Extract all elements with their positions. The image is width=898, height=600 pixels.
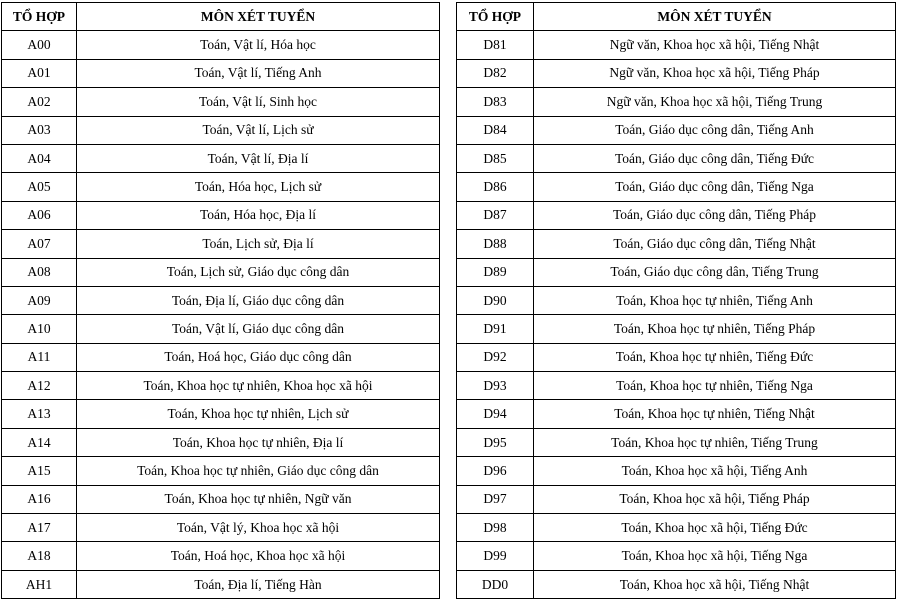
- table-header-row: [457, 3, 896, 31]
- table-row: [457, 542, 896, 570]
- admission-subjects-cell: Toán, Khoa học xã hội, Tiếng Nga: [534, 542, 896, 570]
- combination-code-cell: AH1: [2, 570, 77, 598]
- admission-subjects-cell: Toán, Giáo dục công dân, Tiếng Anh: [534, 116, 896, 144]
- table-row: [457, 315, 896, 343]
- admission-subjects-cell: Toán, Khoa học tự nhiên, Tiếng Đức: [534, 343, 896, 371]
- table-row: [457, 88, 896, 116]
- admission-subjects-cell: Ngữ văn, Khoa học xã hội, Tiếng Nhật: [534, 31, 896, 59]
- table-row: [457, 230, 896, 258]
- admission-subjects-cell: Ngữ văn, Khoa học xã hội, Tiếng Trung: [534, 88, 896, 116]
- combination-code-cell: D90: [457, 286, 534, 314]
- header-admission-subjects: MÔN XÉT TUYỂN: [77, 3, 440, 31]
- subject-combinations-table-right: [456, 2, 896, 599]
- combination-code-cell: A02: [2, 88, 77, 116]
- combination-code-cell: D98: [457, 514, 534, 542]
- combination-code-cell: A07: [2, 230, 77, 258]
- table-row: [2, 343, 440, 371]
- combination-code-cell: DD0: [457, 570, 534, 598]
- table-row: [457, 144, 896, 172]
- combination-code-cell: A16: [2, 485, 77, 513]
- table-row: [457, 343, 896, 371]
- table-body-right: [457, 31, 896, 599]
- combination-code-cell: A06: [2, 201, 77, 229]
- table-row: [457, 570, 896, 598]
- combination-code-cell: D93: [457, 372, 534, 400]
- admission-subjects-cell: Ngữ văn, Khoa học xã hội, Tiếng Pháp: [534, 59, 896, 87]
- admission-subjects-cell: Toán, Khoa học tự nhiên, Khoa học xã hội: [77, 372, 440, 400]
- table-body-left: [2, 31, 440, 599]
- combination-code-cell: D99: [457, 542, 534, 570]
- combination-code-cell: D91: [457, 315, 534, 343]
- admission-subjects-cell: Toán, Giáo dục công dân, Tiếng Trung: [534, 258, 896, 286]
- admission-subjects-cell: Toán, Vật lí, Tiếng Anh: [77, 59, 440, 87]
- admission-subjects-cell: Toán, Khoa học tự nhiên, Giáo dục công dân: [77, 457, 440, 485]
- combination-code-cell: A14: [2, 428, 77, 456]
- admission-subjects-cell: Toán, Lịch sử, Địa lí: [77, 230, 440, 258]
- combination-code-cell: A04: [2, 144, 77, 172]
- admission-subjects-cell: Toán, Hóa học, Địa lí: [77, 201, 440, 229]
- table-row: [457, 372, 896, 400]
- combination-code-cell: A11: [2, 343, 77, 371]
- table-row: [457, 173, 896, 201]
- admission-subjects-cell: Toán, Khoa học tự nhiên, Lịch sử: [77, 400, 440, 428]
- table-header-row: [2, 3, 440, 31]
- admission-subjects-cell: Toán, Hoá học, Giáo dục công dân: [77, 343, 440, 371]
- table-row: [2, 59, 440, 87]
- combination-code-cell: D86: [457, 173, 534, 201]
- table-row: [2, 286, 440, 314]
- combination-code-cell: A09: [2, 286, 77, 314]
- admission-subjects-cell: Toán, Giáo dục công dân, Tiếng Đức: [534, 144, 896, 172]
- admission-subjects-cell: Toán, Giáo dục công dân, Tiếng Pháp: [534, 201, 896, 229]
- table-row: [2, 116, 440, 144]
- combination-code-cell: A00: [2, 31, 77, 59]
- table-row: [2, 144, 440, 172]
- table-row: [2, 485, 440, 513]
- combination-code-cell: A17: [2, 514, 77, 542]
- admission-subjects-cell: Toán, Khoa học xã hội, Tiếng Anh: [534, 457, 896, 485]
- table-row: [2, 542, 440, 570]
- combination-code-cell: A08: [2, 258, 77, 286]
- admission-subjects-cell: Toán, Giáo dục công dân, Tiếng Nhật: [534, 230, 896, 258]
- table-row: [2, 514, 440, 542]
- admission-subjects-cell: Toán, Khoa học tự nhiên, Tiếng Nga: [534, 372, 896, 400]
- table-row: [2, 230, 440, 258]
- combination-code-cell: D87: [457, 201, 534, 229]
- admission-subjects-cell: Toán, Khoa học xã hội, Tiếng Đức: [534, 514, 896, 542]
- header-combination-code: TỔ HỢP: [457, 3, 534, 31]
- header-admission-subjects: MÔN XÉT TUYỂN: [534, 3, 896, 31]
- admission-subjects-cell: Toán, Vật lí, Địa lí: [77, 144, 440, 172]
- combination-code-cell: D95: [457, 428, 534, 456]
- table-row: [457, 485, 896, 513]
- table-row: [2, 88, 440, 116]
- combination-code-cell: D82: [457, 59, 534, 87]
- admission-subjects-cell: Toán, Địa lí, Tiếng Hàn: [77, 570, 440, 598]
- combination-code-cell: D96: [457, 457, 534, 485]
- table-row: [457, 258, 896, 286]
- combination-code-cell: D83: [457, 88, 534, 116]
- admission-subjects-cell: Toán, Địa lí, Giáo dục công dân: [77, 286, 440, 314]
- header-combination-code: TỔ HỢP: [2, 3, 77, 31]
- combination-code-cell: D94: [457, 400, 534, 428]
- admission-subjects-cell: Toán, Khoa học xã hội, Tiếng Pháp: [534, 485, 896, 513]
- table-row: [2, 315, 440, 343]
- combination-code-cell: D92: [457, 343, 534, 371]
- admission-subjects-cell: Toán, Khoa học tự nhiên, Tiếng Trung: [534, 428, 896, 456]
- admission-subjects-cell: Toán, Khoa học tự nhiên, Tiếng Nhật: [534, 400, 896, 428]
- table-row: [457, 400, 896, 428]
- admission-subjects-cell: Toán, Giáo dục công dân, Tiếng Nga: [534, 173, 896, 201]
- combination-code-cell: A12: [2, 372, 77, 400]
- combination-code-cell: D81: [457, 31, 534, 59]
- admission-subjects-cell: Toán, Khoa học tự nhiên, Tiếng Pháp: [534, 315, 896, 343]
- combination-code-cell: D85: [457, 144, 534, 172]
- subject-combinations-table-left: [1, 2, 440, 599]
- table-row: [2, 201, 440, 229]
- combination-code-cell: D97: [457, 485, 534, 513]
- table-row: [457, 201, 896, 229]
- admission-subjects-cell: Toán, Khoa học tự nhiên, Ngữ văn: [77, 485, 440, 513]
- combination-code-cell: D84: [457, 116, 534, 144]
- table-row: [457, 31, 896, 59]
- admission-subjects-cell: Toán, Vật lí, Hóa học: [77, 31, 440, 59]
- admission-subjects-cell: Toán, Vật lí, Sinh học: [77, 88, 440, 116]
- table-row: [2, 173, 440, 201]
- table-row: [2, 31, 440, 59]
- combination-code-cell: D88: [457, 230, 534, 258]
- admission-subjects-cell: Toán, Vật lí, Lịch sử: [77, 116, 440, 144]
- combination-code-cell: A10: [2, 315, 77, 343]
- admission-subjects-cell: Toán, Vật lý, Khoa học xã hội: [77, 514, 440, 542]
- table-row: [2, 258, 440, 286]
- table-row: [457, 286, 896, 314]
- table-row: [2, 400, 440, 428]
- combination-code-cell: A03: [2, 116, 77, 144]
- table-row: [457, 59, 896, 87]
- combination-code-cell: A01: [2, 59, 77, 87]
- admission-subjects-cell: Toán, Khoa học xã hội, Tiếng Nhật: [534, 570, 896, 598]
- table-row: [457, 116, 896, 144]
- admission-subjects-cell: Toán, Hóa học, Lịch sử: [77, 173, 440, 201]
- table-row: [2, 372, 440, 400]
- admission-subjects-cell: Toán, Vật lí, Giáo dục công dân: [77, 315, 440, 343]
- table-row: [457, 457, 896, 485]
- admission-subjects-cell: Toán, Lịch sử, Giáo dục công dân: [77, 258, 440, 286]
- combination-code-cell: A05: [2, 173, 77, 201]
- combination-code-cell: A18: [2, 542, 77, 570]
- combination-code-cell: A15: [2, 457, 77, 485]
- admission-subjects-cell: Toán, Khoa học tự nhiên, Địa lí: [77, 428, 440, 456]
- admission-subjects-cell: Toán, Hoá học, Khoa học xã hội: [77, 542, 440, 570]
- table-row: [2, 428, 440, 456]
- admission-subjects-cell: Toán, Khoa học tự nhiên, Tiếng Anh: [534, 286, 896, 314]
- combination-code-cell: A13: [2, 400, 77, 428]
- table-row: [457, 514, 896, 542]
- table-row: [2, 570, 440, 598]
- table-row: [2, 457, 440, 485]
- combination-code-cell: D89: [457, 258, 534, 286]
- table-row: [457, 428, 896, 456]
